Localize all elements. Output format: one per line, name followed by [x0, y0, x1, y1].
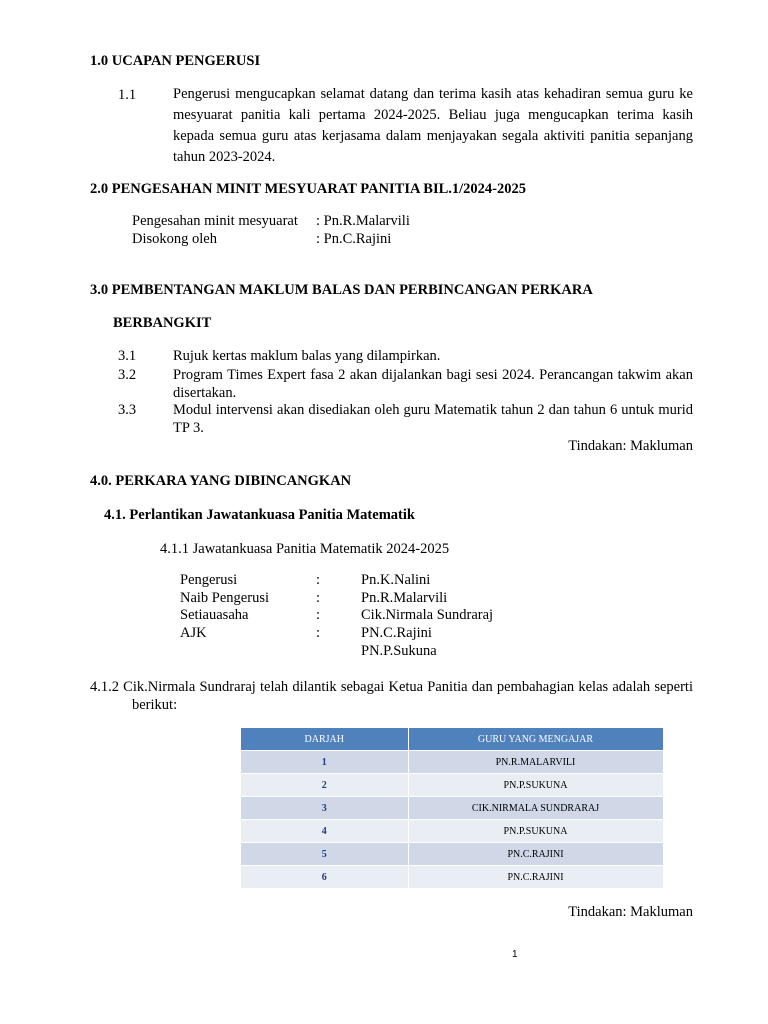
committee-colon: : [316, 572, 321, 588]
committee-name: Cik.Nirmala Sundraraj [361, 607, 494, 623]
section-4-1-1-heading: 4.1.1 Jawatankuasa Panitia Matematik 2024-2025 [160, 541, 450, 557]
item-4-1-2-text: 4.1.2 Cik.Nirmala Sundraraj telah dilantik sebagai Ketua Panitia dan pembahagian kelas adalah seperti berikut: [90, 679, 693, 713]
committee-colon: : [316, 590, 321, 606]
class-number: 5 [241, 843, 408, 866]
committee-name: PN.P.Sukuna [361, 643, 437, 659]
seconded-label: Disokong oleh [132, 231, 217, 247]
section-3-heading-cont: BERBANGKIT [113, 315, 212, 331]
item-3-1-number: 3.1 [118, 348, 137, 364]
teacher-name: CIK.NIRMALA SUNDRARAJ [408, 797, 663, 820]
item-3-2-text: Program Times Expert fasa 2 akan dijalankan bagi sesi 2024. Perancangan takwim akan disertakan. [173, 367, 693, 401]
committee-role: Naib Pengerusi [180, 590, 269, 606]
table-row [241, 866, 663, 889]
committee-role: AJK [180, 625, 207, 641]
page-number: 1 [512, 949, 518, 960]
class-number: 6 [241, 866, 408, 889]
item-3-3-number: 3.3 [118, 402, 137, 418]
table-header-row [241, 728, 663, 751]
table-header-cell: DARJAH [241, 728, 408, 751]
class-number: 3 [241, 797, 408, 820]
committee-role: Setiauasaha [180, 607, 249, 623]
section-3-action: Tindakan: Makluman [568, 438, 693, 454]
section-2-heading: 2.0 PENGESAHAN MINIT MESYUARAT PANITIA BIL.1/2024-2025 [90, 181, 526, 197]
committee-name: Pn.R.Malarvili [361, 590, 448, 606]
table-row [241, 751, 663, 774]
class-number: 1 [241, 751, 408, 774]
committee-colon: : [316, 607, 321, 623]
committee-name: Pn.K.Nalini [361, 572, 431, 588]
table-row [241, 843, 663, 866]
item-1-1-text: Pengerusi mengucapkan selamat datang dan terima kasih atas kehadiran semua guru ke mesyuarat panitia kali pertama 2024-2025. Beliau juga mengucapkan terima kasih kepada semua guru atas kerjasama dalam menjayakan segala aktiviti panitia sepanjang tahun 2023-2024. [173, 86, 693, 165]
table-row [241, 774, 663, 797]
section-3-heading: 3.0 PEMBENTANGAN MAKLUM BALAS DAN PERBINCANGAN PERKARA [90, 282, 593, 298]
teacher-name: PN.R.MALARVILI [408, 751, 663, 774]
class-assignment-table [241, 728, 664, 888]
seconded-value: : Pn.C.Rajini [316, 231, 392, 247]
teacher-name: PN.C.RAJINI [408, 843, 663, 866]
table-row [241, 797, 663, 820]
item-3-1-text: Rujuk kertas maklum balas yang dilampirkan. [173, 348, 441, 364]
minutes-confirm-label: Pengesahan minit mesyuarat [132, 213, 298, 229]
teacher-name: PN.P.SUKUNA [408, 774, 663, 797]
item-1-1-number: 1.1 [118, 87, 137, 103]
committee-role: Pengerusi [180, 572, 238, 588]
table-header-cell: GURU YANG MENGAJAR [408, 728, 663, 751]
committee-name: PN.C.Rajini [361, 625, 432, 641]
teacher-name: PN.P.SUKUNA [408, 820, 663, 843]
teacher-name: PN.C.RAJINI [408, 866, 663, 889]
item-3-2-number: 3.2 [118, 367, 137, 383]
section-4-action: Tindakan: Makluman [568, 904, 693, 920]
class-number: 2 [241, 774, 408, 797]
section-4-heading: 4.0. PERKARA YANG DIBINCANGKAN [90, 473, 352, 489]
item-3-3-text: Modul intervensi akan disediakan oleh guru Matematik tahun 2 dan tahun 6 untuk murid TP 3. [173, 402, 693, 436]
table-row [241, 820, 663, 843]
section-1-heading: 1.0 UCAPAN PENGERUSI [90, 53, 261, 69]
committee-colon: : [316, 625, 321, 641]
section-4-1-heading: 4.1. Perlantikan Jawatankuasa Panitia Matematik [104, 507, 415, 523]
minutes-confirm-value: : Pn.R.Malarvili [316, 213, 410, 229]
class-number: 4 [241, 820, 408, 843]
